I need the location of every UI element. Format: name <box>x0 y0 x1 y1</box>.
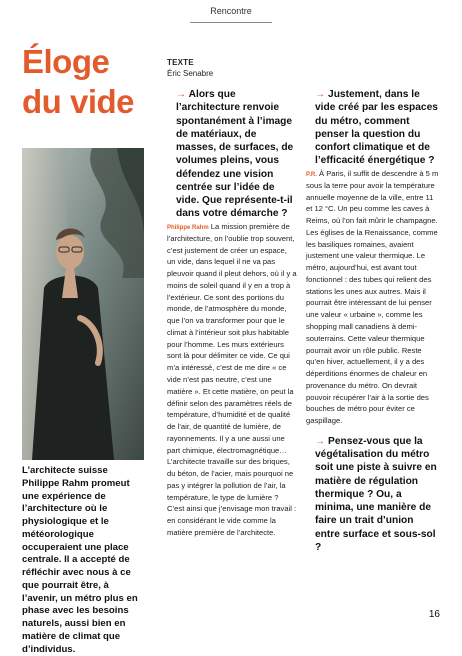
speaker-tag: P.R. <box>306 171 317 178</box>
section-rubric: Rencontre <box>210 6 252 16</box>
question-1-text: Alors que l’architecture renvoie spontanément à l’image de matériaux, de masses, de surfaces, de volumes pleins, vous défendez une vision centrée sur l’idée de vide. Que représente-t-il dans votre démarche ? <box>176 89 294 220</box>
byline-label: TEXTE <box>167 58 194 67</box>
photo-caption: L’architecte suisse Philippe Rahm promeut une expérience de l’architecture où le physiologique et le météorologique occuperaient une place centrale. Il a accepté de réfléchir avec nous à ce que pourrait être, à l’avenir, un métro plus en phase avec les besoins naturels, aussi bien en matière de climat que d’individus. <box>22 465 138 655</box>
arrow-right-icon: → <box>176 89 187 100</box>
question-3-text: Pensez-vous que la végétalisation du métro soit une piste à suivre en matière de régulation thermique ? Ou, a minima, une manière de faire un trait d’union entre surface et sous-sol ? <box>315 435 437 553</box>
question-1 <box>167 88 297 221</box>
title-line-1: Éloge <box>22 43 110 80</box>
answer-2-text: À Paris, il suffit de descendre à 5 m sous la terre pour avoir la température annuelle moyenne de la ville, entre 11 et 12 °C. Un peu comme les caves à Reims, où l’on fait mûrir le champagne. Les églises de la Renaissance, comme les basiliques romaines, avaient justement une valeur thermique. Le métro, aujourd’hui, est avant tout fonctionnel : des tubes qui relient des stations les unes aux autres. Mais il pourrait être intéressant de lui penser une valeur « urbaine », comme les shopping mall canadiens à demi-souterrains. Cette valeur thermique pourrait avoir un rôle public. Reste qu’en hiver, actuellement, il y a des déperditions énormes de chaleur en provenance du métro. On devrait pouvoir récupérer l’air à la sortie des bouches de métro pour éviter ce gaspillage. <box>306 168 439 426</box>
question-2 <box>306 88 440 168</box>
answer-2 <box>306 168 440 427</box>
rubric-underline <box>190 22 272 23</box>
question-3 <box>306 435 440 554</box>
arrow-right-icon: → <box>315 435 326 447</box>
question-2-text: Justement, dans le vide créé par les espaces du métro, comment penser la question du confort climatique et de l’efficacité énergétique ? <box>315 89 438 167</box>
column-middle <box>167 88 297 539</box>
title-line-2: du vide <box>22 83 135 121</box>
byline-author: Éric Senabre <box>167 69 214 79</box>
column-right <box>306 88 440 554</box>
speaker-tag: Philippe Rahm <box>167 224 209 231</box>
article-title <box>22 42 134 123</box>
arrow-right-icon: → <box>315 89 326 100</box>
answer-1 <box>167 221 297 539</box>
byline <box>167 57 213 79</box>
portrait-illustration <box>22 148 144 460</box>
page-number: 16 <box>428 609 440 620</box>
portrait-photo <box>22 148 144 460</box>
answer-1-text: La mission première de l’architecture, on l’oublie trop souvent, c’est justement de créer un espace, un vide, dans lequel il ne va pas pleuvoir quand il pleut dehors, où il y a moins de soleil quand il y en a trop à l’extérieur. Ce sont des portions du monde, de l’atmosphère du monde, que l’on va transformer pour que le climat à l’intérieur soit plus habitable pour l’homme. Les murs extérieurs sont là pour délimiter ce vide. Ce qui m’a intéressé, c’est de me dire « ce vide n’est pas neutre, c’est une matière ». Et cette matière, on peut la définir selon des paramètres réels de température, d’humidité et de qualité de l’air, de quantité de lumière, de rayonnements. Il y a une aussi une part chimique, électromagnétique… L’architecte travaille sur des briques, du béton, de l’acier, mais pourquoi ne pas y intégrer la pollution de l’air, la température, le type de lumière ? C’est ainsi que j’envisage mon travail : en considérant le vide comme la matière première de l’architecte. <box>167 221 297 537</box>
